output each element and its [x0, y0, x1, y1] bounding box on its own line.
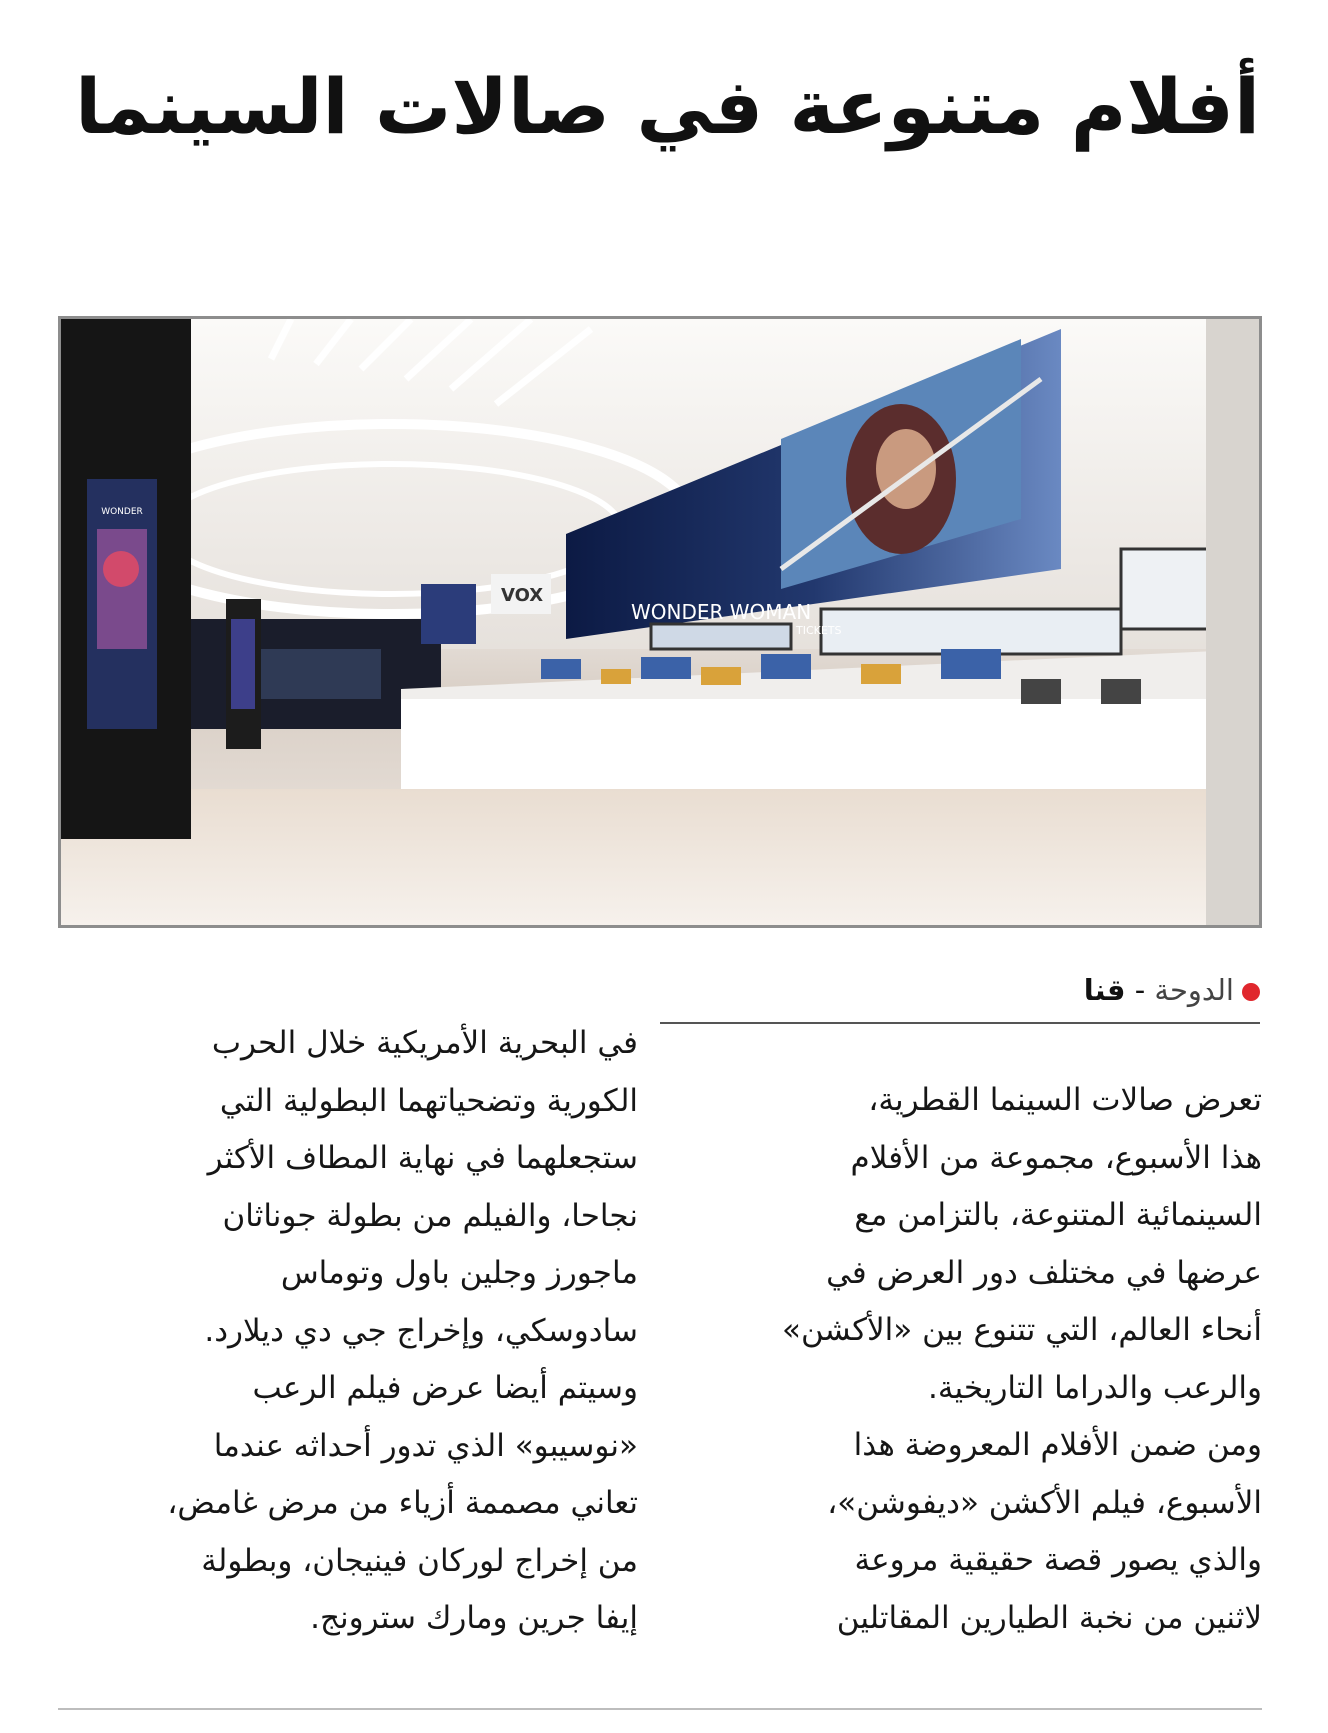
body-line: لاثنين من نخبة الطيارين المقاتلين	[836, 1599, 1262, 1636]
body-line: نجاحا، والفيلم من بطولة جوناثان	[222, 1197, 638, 1234]
article-column-right	[672, 1072, 1262, 1647]
dateline-agency: قنا	[1083, 973, 1126, 1007]
body-line: هذا الأسبوع، مجموعة من الأفلام	[850, 1139, 1262, 1176]
body-line: تعرض صالات السينما القطرية،	[868, 1082, 1262, 1118]
dateline-dot-icon	[1242, 983, 1260, 1001]
brand-text: VOX	[501, 585, 544, 606]
body-line: أنحاء العالم، التي تتنوع بين «الأكشن»	[781, 1312, 1262, 1348]
body-line: والذي يصور قصة حقيقية مروعة	[854, 1542, 1262, 1578]
body-line: ماجورز وجلين باول وتوماس	[280, 1255, 638, 1291]
body-line: «نوسيبو» الذي تدور أحداثه عندما	[213, 1427, 638, 1464]
body-line: السينمائية المتنوعة، بالتزامن مع	[854, 1197, 1262, 1233]
pillar-poster-text: WONDER	[101, 507, 143, 517]
body-line: سادوسكي، وإخراج جي دي ديلارد.	[204, 1312, 638, 1349]
body-line: تعاني مصممة أزياء من مرض غامض،	[167, 1485, 638, 1521]
body-line: ومن ضمن الأفلام المعروضة هذا	[853, 1427, 1262, 1463]
photo-illustration	[61, 319, 1259, 925]
body-line: ستجعلهما في نهاية المطاف الأكثر	[207, 1140, 638, 1176]
body-line: عرضها في مختلف دور العرض في	[826, 1254, 1262, 1291]
dateline-city: الدوحة	[1154, 973, 1234, 1007]
body-line: من إخراج لوركان فينيجان، وبطولة	[201, 1542, 638, 1579]
tickets-text: TICKETS	[796, 624, 842, 637]
cinema-lobby-photo	[58, 316, 1262, 928]
body-line: إيفا جرين ومارك سترونج.	[310, 1600, 638, 1636]
bottom-rule	[58, 1708, 1262, 1710]
body-line: الأسبوع، فيلم الأكشن «ديفوشن»،	[827, 1484, 1262, 1521]
dateline-rule	[660, 1022, 1260, 1024]
body-line: والرعب والدراما التاريخية.	[927, 1369, 1262, 1406]
body-line: الكورية وتضحياتهما البطولية التي	[219, 1082, 638, 1119]
dateline	[660, 970, 1260, 1010]
body-line: وسيتم أيضا عرض فيلم الرعب	[252, 1370, 638, 1406]
dateline-separator: -	[1134, 973, 1146, 1007]
banner-title: WONDER WOMAN	[631, 600, 812, 624]
headline: أفلام متنوعة في صالات السينما	[75, 62, 1260, 151]
article-column-left	[58, 1015, 638, 1648]
body-line: في البحرية الأمريكية خلال الحرب	[211, 1025, 638, 1061]
